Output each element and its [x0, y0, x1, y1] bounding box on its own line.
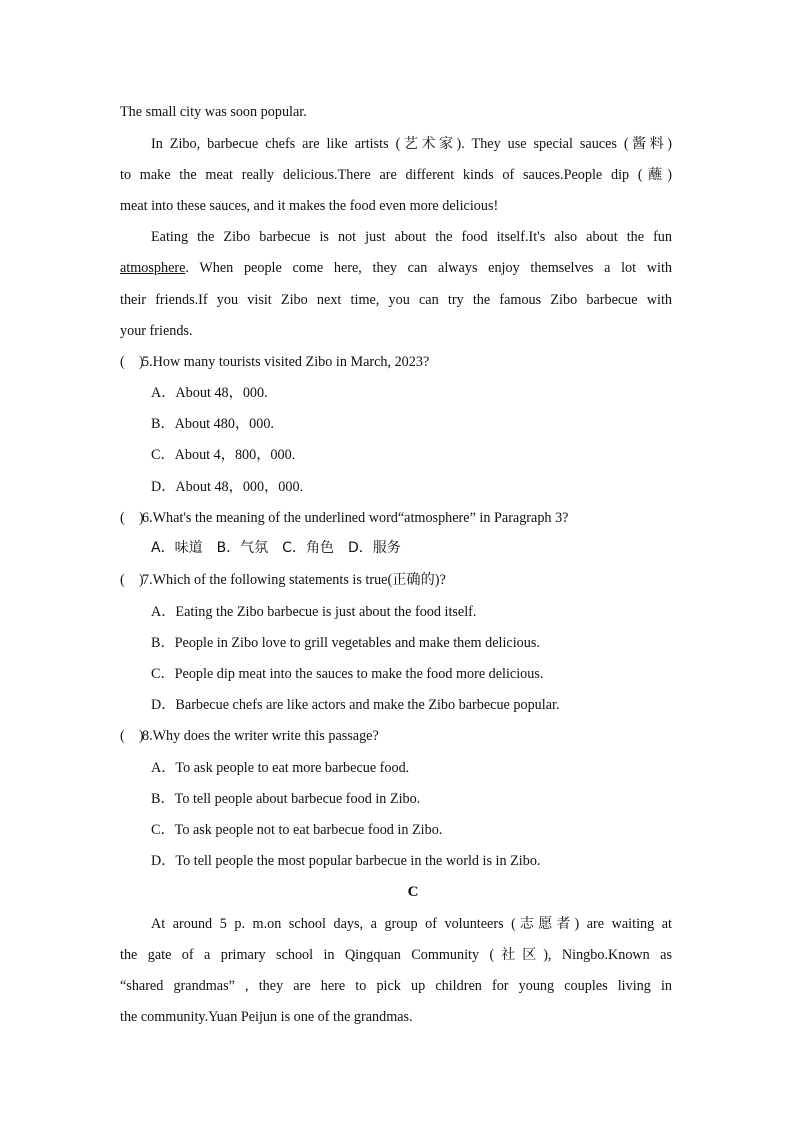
answer-blank: ( ): [120, 510, 144, 526]
question-stem: 6.What's the meaning of the underlined word“atmosphere” in Paragraph 3?: [142, 510, 569, 526]
option-d: D．About 48，000，000.: [151, 479, 304, 495]
question-stem: 5.How many tourists visited Zibo in March, 2023?: [142, 354, 430, 370]
passage-b-line: In Zibo, barbecue chefs are like artists (艺术家). They use special sauces (酱料): [151, 136, 672, 152]
option-d: D．To tell people the most popular barbecue in the world is in Zibo.: [151, 853, 541, 869]
option-b: B．People in Zibo love to grill vegetables and make them delicious.: [151, 635, 540, 651]
option-c: C．About 4，800，000.: [151, 447, 296, 463]
passage-c-line: the gate of a primary school in Qingquan Community (社区), Ningbo.Known as: [120, 947, 672, 963]
option-c: C．People dip meat into the sauces to make the food more delicious.: [151, 666, 544, 682]
passage-b-line: Eating the Zibo barbecue is not just about the food itself.It's also about the fun: [151, 229, 672, 245]
underlined-word: atmosphere: [120, 260, 186, 276]
answer-blank: ( ): [120, 354, 144, 370]
passage-b-line: their friends.If you visit Zibo next time, you can try the famous Zibo barbecue with: [120, 292, 672, 308]
passage-b-line: [120, 259, 672, 277]
passage-b-line: meat into these sauces, and it makes the food even more delicious!: [120, 198, 499, 214]
passage-c-line: the community.Yuan Peijun is one of the grandmas.: [120, 1009, 413, 1025]
question-5: [120, 353, 429, 371]
option-a: A．Eating the Zibo barbecue is just about the food itself.: [151, 604, 477, 620]
option-b: B．To tell people about barbecue food in Zibo.: [151, 791, 421, 807]
answer-blank: ( ): [120, 728, 144, 744]
line-text: . When people come here, they can always enjoy themselves a lot with: [185, 260, 672, 276]
option-a: A．To ask people to eat more barbecue food.: [151, 760, 410, 776]
question-7: [120, 571, 446, 589]
option-d: D．Barbecue chefs are like actors and make the Zibo barbecue popular.: [151, 697, 560, 713]
answer-blank: ( ): [120, 572, 144, 588]
passage-b-line: The small city was soon popular.: [120, 104, 307, 120]
question-stem: 8.Why does the writer write this passage?: [142, 728, 379, 744]
passage-b-line: your friends.: [120, 323, 193, 339]
passage-b-line: to make the meat really delicious.There are different kinds of sauces.People dip (蘸): [120, 167, 672, 183]
option-c: C．To ask people not to eat barbecue food in Zibo.: [151, 822, 443, 838]
question-stem: 7.Which of the following statements is true(正确的)?: [142, 572, 446, 588]
option-b: B．About 480，000.: [151, 416, 274, 432]
question-6: [120, 509, 568, 527]
question-8: [120, 727, 379, 745]
passage-c-line: “shared grandmas” , they are here to pick up children for young couples living in: [120, 978, 672, 994]
question-6-options: A．味道 B．气氛 C．角色 D．服务: [151, 540, 401, 556]
option-a: A．About 48，000.: [151, 385, 268, 401]
passage-c-line: At around 5 p. m.on school days, a group of volunteers (志愿者) are waiting at: [151, 916, 672, 932]
section-heading: C: [407, 884, 419, 900]
